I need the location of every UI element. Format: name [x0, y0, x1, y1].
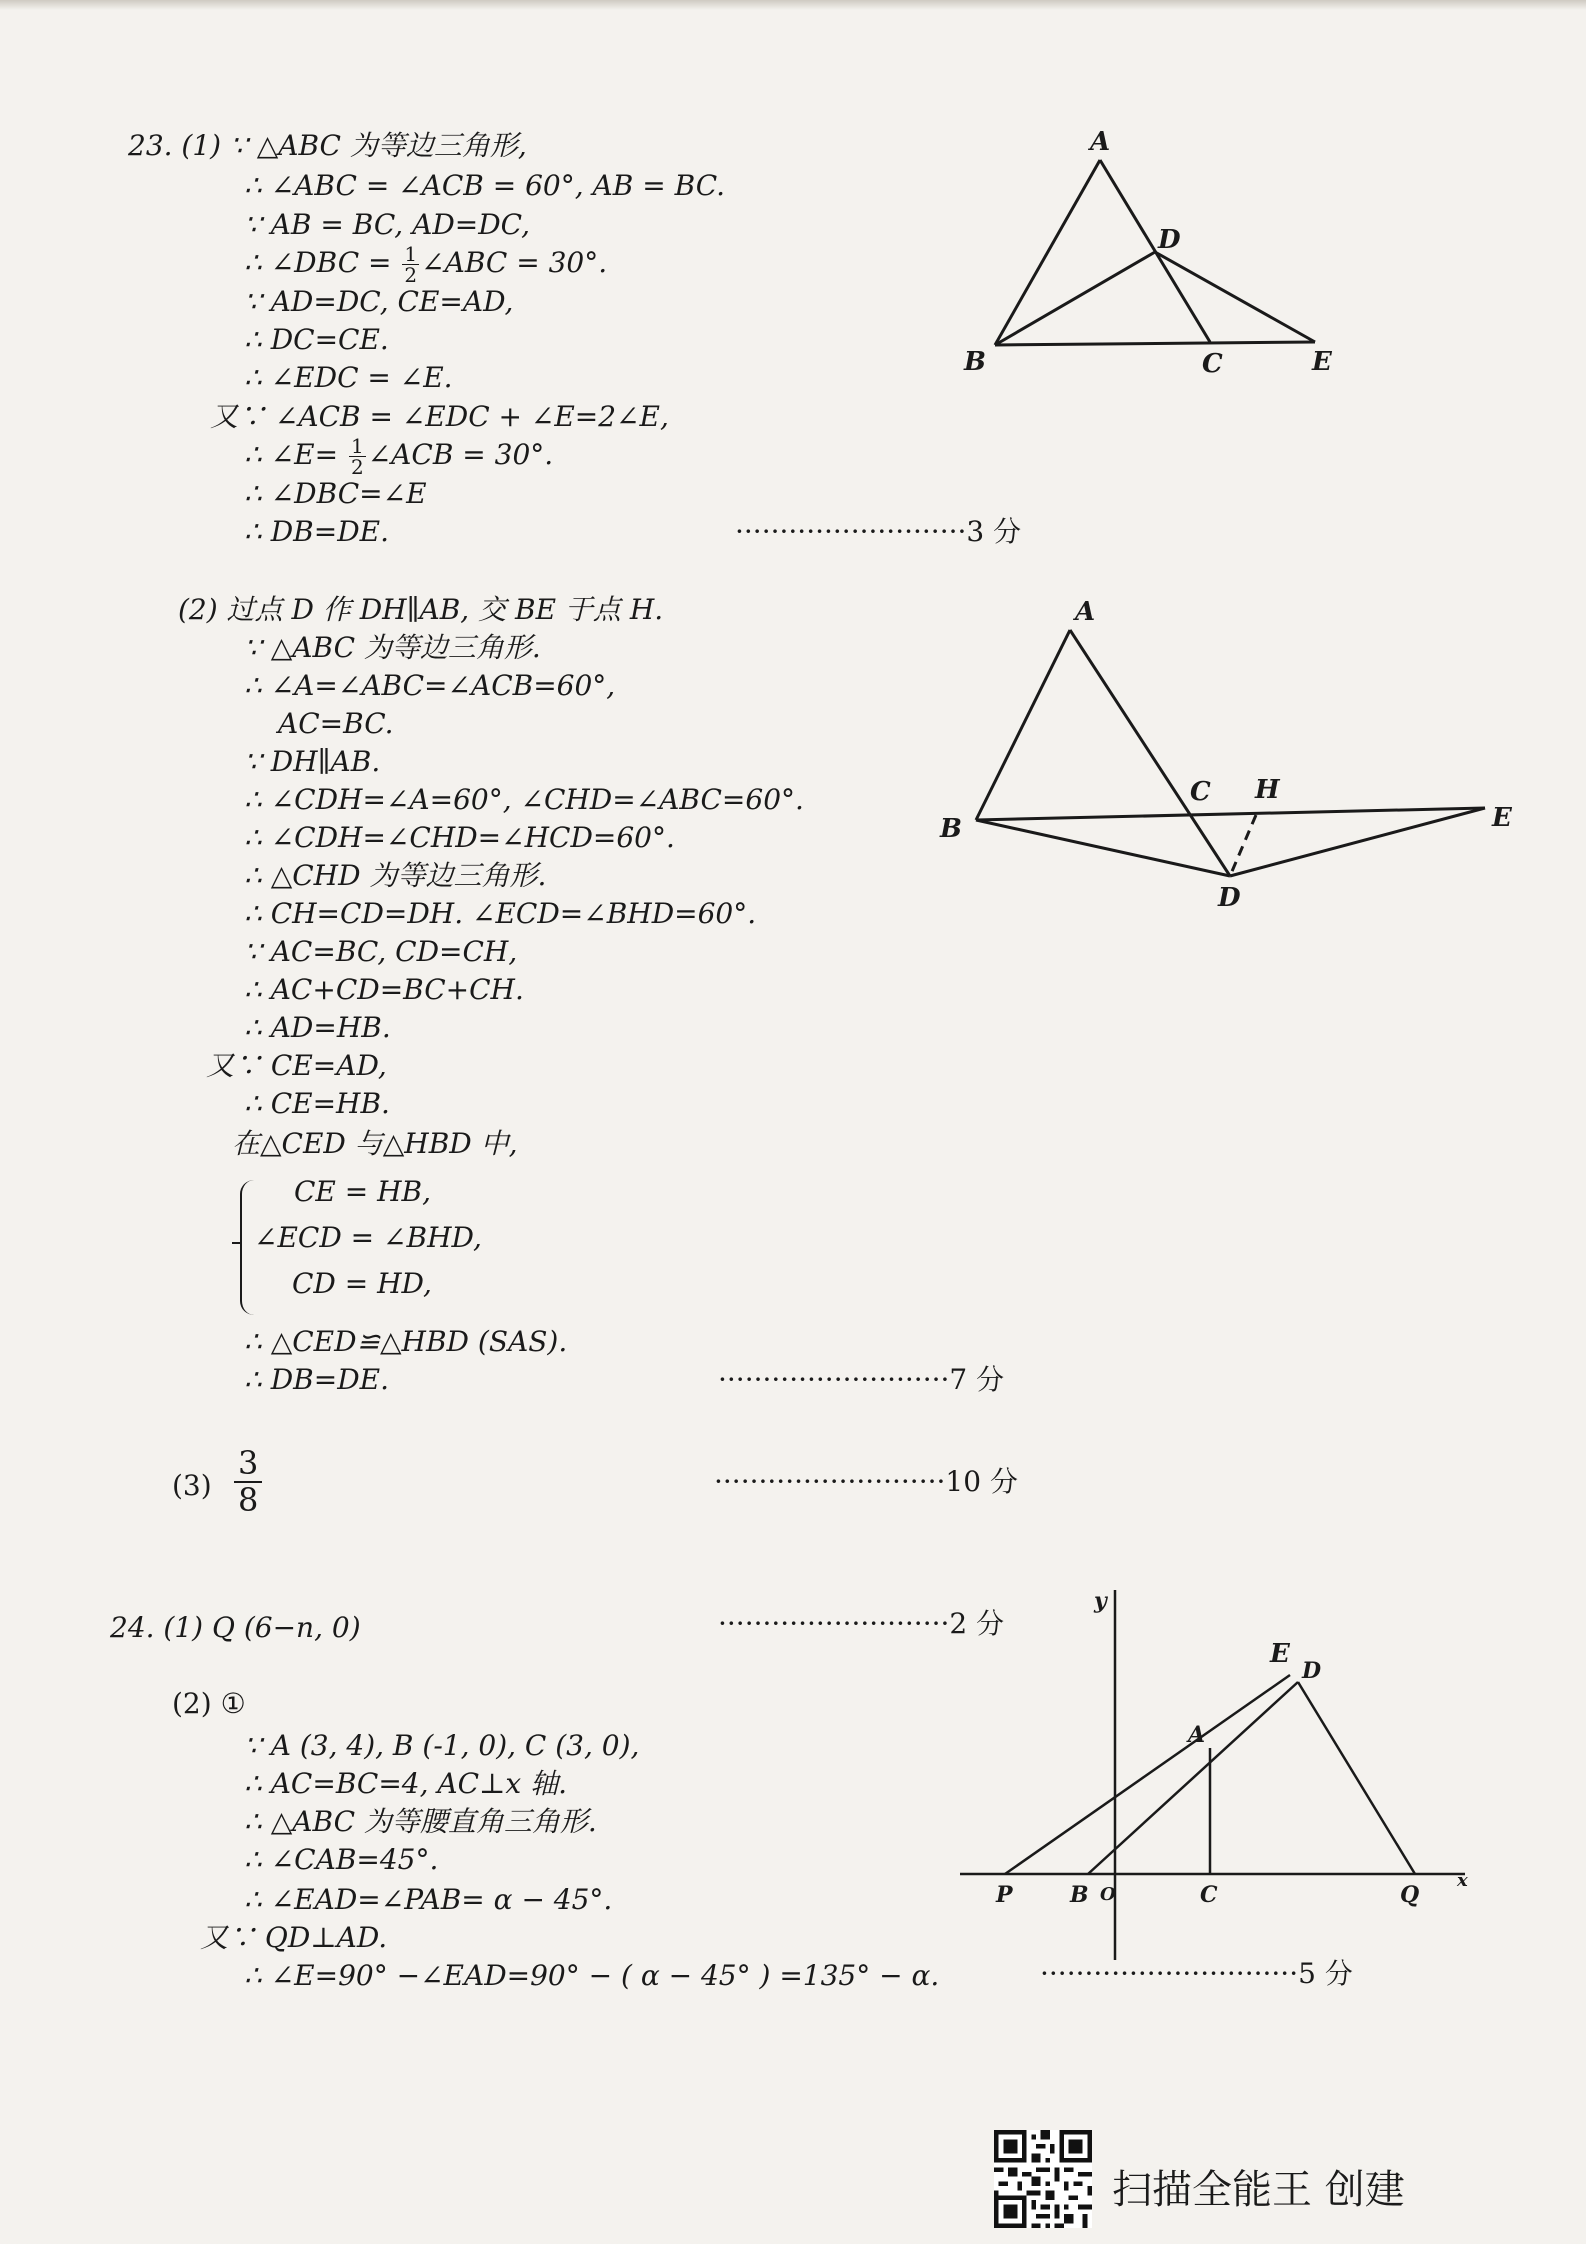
q24-p1-text: 24. (1) Q (6−n, 0)	[110, 1611, 361, 1644]
fig2-label-b: B	[940, 814, 962, 844]
fig1-label-c: C	[1202, 349, 1223, 379]
q23-figure-1	[940, 120, 1360, 380]
qr-code-icon	[994, 2130, 1092, 2228]
q23-system-line-1: ∠ECD = ∠BHD,	[254, 1221, 482, 1254]
q23-p2-line-4: ∵ DH∥AB.	[244, 745, 381, 778]
fig3-label-y: y	[1094, 1588, 1107, 1614]
q23-p2-conclusion-1: ∴ DB=DE.	[244, 1363, 389, 1396]
fig3-label-q: Q	[1400, 1882, 1420, 1908]
q23-p2-line-6: ∴ ∠CDH=∠CHD=∠HCD=60°.	[244, 821, 675, 854]
q23-p2-line-2: ∴ ∠A=∠ABC=∠ACB=60°,	[244, 669, 616, 702]
q24-p2-line-1: ∴ AC=BC=4, AC⊥x 轴.	[244, 1767, 567, 1800]
q23-figure-2	[940, 590, 1520, 930]
q23-p3-label: (3)	[172, 1469, 212, 1502]
fig3-label-e: E	[1270, 1639, 1290, 1669]
q24-p2-score: ·····························5 分	[1040, 1957, 1353, 1990]
fig1-label-e: E	[1312, 347, 1332, 377]
q23-p2-line-8: ∴ CH=CD=DH. ∠ECD=∠BHD=60°.	[244, 897, 757, 930]
q24-p2-line-0: ∵ A (3, 4), B (-1, 0), C (3, 0),	[244, 1729, 640, 1762]
fig2-label-e: E	[1492, 803, 1512, 833]
q24-p2-label: (2) ①	[172, 1687, 246, 1720]
q23-p2-line-3: AC=BC.	[278, 707, 394, 740]
fraction-half: $\frac{1}{2}$	[404, 242, 418, 287]
q23-p1-line-5: ∴ DC=CE.	[244, 323, 389, 356]
q23-p1-line-2: ∵ AB = BC, AD=DC,	[244, 208, 531, 241]
q23-p2-line-5: ∴ ∠CDH=∠A=60°, ∠CHD=∠ABC=60°.	[244, 783, 804, 816]
fig2-label-h: H	[1255, 775, 1280, 805]
q24-p2-line-2: ∴ △ABC 为等腰直角三角形.	[244, 1805, 597, 1838]
q24-figure-coordinate	[960, 1580, 1480, 1980]
scan-edge	[0, 0, 1586, 10]
q23-p1-line-0: 23. (1) ∵ △ABC 为等边三角形,	[128, 129, 527, 162]
q23-p2-score: ··························7 分	[718, 1363, 1005, 1396]
q23-p1-score: ··························3 分	[735, 515, 1022, 548]
q24-p2-line-4: ∴ ∠EAD=∠PAB= α − 45°.	[244, 1883, 613, 1916]
watermark-text: 扫描全能王 创建	[1112, 2167, 1405, 2213]
q24-p2-line-3: ∴ ∠CAB=45°.	[244, 1843, 439, 1876]
q23-p2-line-14: 在△CED 与△HBD 中,	[232, 1127, 518, 1160]
q23-p3-score: ··························10 分	[714, 1465, 1018, 1498]
fig3-label-c: C	[1200, 1882, 1218, 1908]
fig3-label-p: P	[996, 1882, 1013, 1908]
fig1-label-b: B	[964, 347, 986, 377]
q24-p1-score: ··························2 分	[718, 1607, 1005, 1640]
fig2-label-a: A	[1075, 597, 1096, 627]
q23-p2-line-0: (2) 过点 D 作 DH∥AB, 交 BE 于点 H.	[178, 593, 664, 626]
q23-p2-line-13: ∴ CE=HB.	[244, 1087, 390, 1120]
q23-p1-line-4: ∵ AD=DC, CE=AD,	[244, 285, 514, 318]
q23-p1-line-7: 又∵ ∠ACB = ∠EDC + ∠E=2∠E,	[210, 400, 669, 433]
fig1-label-d: D	[1158, 225, 1181, 255]
fraction-half: $\frac{1}{2}$	[350, 434, 364, 479]
fig3-label-a: A	[1188, 1722, 1206, 1748]
fig3-label-o: O	[1100, 1884, 1116, 1905]
q23-p1-line-8: ∴ ∠E= $\frac{1}{2}$ ∠ACB = 30°.	[244, 434, 554, 479]
fig2-label-d: D	[1218, 883, 1241, 913]
q23-p1-line-9: ∴ ∠DBC=∠E	[244, 477, 427, 510]
q23-p2-line-11: ∴ AD=HB.	[244, 1011, 391, 1044]
fig3-label-x: x	[1457, 1870, 1468, 1891]
q23-system-line-0: CE = HB,	[294, 1175, 432, 1208]
q24-p2-line-6: ∴ ∠E=90° −∠EAD=90° − ( α − 45° ) =135° − α.	[244, 1959, 940, 1992]
q24-p2-line-5: 又∵ QD⊥AD.	[200, 1921, 388, 1954]
q23-p3-fraction: $\frac{3}{8}$	[234, 1446, 262, 1518]
q23-p2-line-9: ∵ AC=BC, CD=CH,	[244, 935, 518, 968]
q23-p1-line-1: ∴ ∠ABC = ∠ACB = 60°, AB = BC.	[244, 169, 726, 202]
q23-p2-line-12: 又∵ CE=AD,	[206, 1049, 387, 1082]
q23-p1-line-3: ∴ ∠DBC = $\frac{1}{2}$ ∠ABC = 30°.	[244, 242, 608, 287]
q23-p2-conclusion-0: ∴ △CED≌△HBD (SAS).	[244, 1325, 568, 1358]
q23-p1-line-10: ∴ DB=DE.	[244, 515, 389, 548]
fig3-label-d: D	[1302, 1658, 1322, 1684]
q23-p1-line-6: ∴ ∠EDC = ∠E.	[244, 361, 453, 394]
q23-p2-line-10: ∴ AC+CD=BC+CH.	[244, 973, 524, 1006]
q23-system-line-2: CD = HD,	[292, 1267, 432, 1300]
q23-p2-line-1: ∵ △ABC 为等边三角形.	[244, 631, 541, 664]
q23-p2-line-7: ∴ △CHD 为等边三角形.	[244, 859, 547, 892]
fig2-label-c: C	[1190, 777, 1211, 807]
fig1-label-a: A	[1090, 127, 1111, 157]
fig3-label-b: B	[1070, 1882, 1089, 1908]
